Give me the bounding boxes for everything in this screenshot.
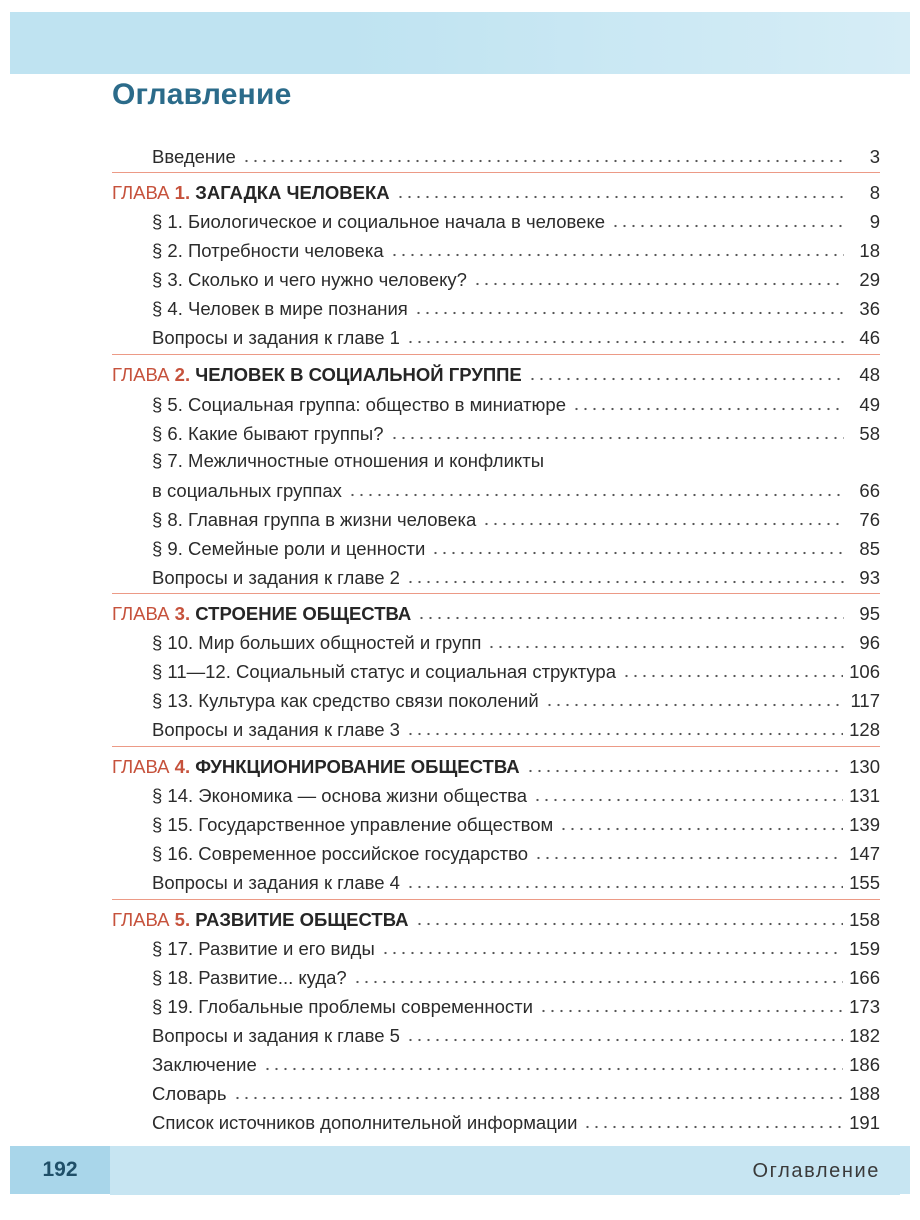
toc-entry[interactable] — [152, 319, 880, 349]
dot-leader — [534, 856, 843, 860]
chapter-title: ЧЕЛОВЕК В СОЦИАЛЬНОЙ ГРУППЕ — [195, 364, 522, 385]
toc-entry-page: 76 — [859, 509, 880, 530]
toc-entry-label: § 2. Потребности человека — [152, 240, 384, 261]
toc-entry[interactable] — [152, 624, 880, 654]
toc-entry-page: 166 — [849, 967, 880, 988]
toc-entry-label: § 6. Какие бывают группы? — [152, 423, 384, 444]
toc-entry-page: 147 — [849, 843, 880, 864]
chapter-prefix: ГЛАВА — [112, 182, 170, 203]
toc-entry[interactable] — [152, 386, 880, 416]
toc-entry[interactable] — [152, 777, 880, 807]
toc-entry-page: 117 — [850, 690, 880, 711]
toc-entry-page: 85 — [859, 538, 880, 559]
dot-leader — [583, 1125, 843, 1129]
toc-entry-page: 8 — [869, 182, 880, 203]
chapter-title: РАЗВИТИЕ ОБЩЕСТВА — [195, 909, 409, 930]
toc-entry-intro[interactable] — [152, 138, 880, 168]
dot-leader — [417, 616, 844, 620]
toc-entry-page: 186 — [849, 1054, 880, 1075]
toc-entry-conclusion[interactable] — [152, 1046, 880, 1076]
toc-entry[interactable] — [152, 864, 880, 894]
chapter-number: 3. — [174, 603, 191, 624]
toc-entry[interactable] — [152, 472, 880, 502]
toc-entry-page: 96 — [859, 632, 880, 653]
toc-entry-page: 191 — [849, 1112, 880, 1133]
bottom-rule — [110, 1194, 900, 1195]
dot-leader — [545, 703, 844, 707]
toc-entry-label: § 8. Главная группа в жизни человека — [152, 509, 477, 530]
toc-entry[interactable] — [152, 1017, 880, 1047]
dot-leader — [572, 407, 844, 411]
toc-entry-label: Вопросы и задания к главе 1 — [152, 327, 400, 348]
toc-entry[interactable] — [152, 290, 880, 320]
toc-entry-page: 155 — [849, 872, 880, 893]
dot-leader — [381, 951, 843, 955]
dot-leader — [242, 159, 844, 163]
toc-entry-label: § 11—12. Социальный статус и социальная структура — [152, 661, 616, 682]
toc-entry-label: § 17. Развитие и его виды — [152, 938, 375, 959]
dot-leader — [415, 922, 844, 926]
chapter-divider — [112, 899, 880, 900]
dot-leader — [390, 436, 844, 440]
toc-entry-label: § 10. Мир больших общностей и групп — [152, 632, 482, 653]
toc-entry-page: 95 — [859, 603, 880, 624]
toc-entry-label: § 15. Государственное управление обществом — [152, 814, 554, 835]
dot-leader — [533, 798, 843, 802]
chapter-number: 5. — [174, 909, 191, 930]
chapter-prefix: ГЛАВА — [112, 909, 170, 930]
dot-leader — [353, 980, 843, 984]
dot-leader — [482, 522, 844, 526]
page-number: 192 — [42, 1158, 78, 1181]
dot-leader — [263, 1067, 843, 1071]
chapter-divider — [112, 354, 880, 355]
chapter-prefix: ГЛАВА — [112, 756, 170, 777]
toc-entry-label: § 19. Глобальные проблемы современности — [152, 996, 533, 1017]
toc-entry-page: 93 — [859, 567, 880, 588]
toc-entry-page: 48 — [859, 364, 880, 385]
chapter-prefix: ГЛАВА — [112, 364, 170, 385]
toc-entry-page: 58 — [859, 423, 880, 444]
chapter-title: СТРОЕНИЕ ОБЩЕСТВА — [195, 603, 412, 624]
toc-entry-label: Словарь — [152, 1083, 227, 1104]
chapter-title: ФУНКЦИОНИРОВАНИЕ ОБЩЕСТВА — [195, 756, 520, 777]
toc-entry[interactable] — [152, 930, 880, 960]
toc-entry-label: § 1. Биологическое и социальное начала в человеке — [152, 211, 606, 232]
toc-entry-page: 139 — [849, 814, 880, 835]
toc-entry-page: 182 — [849, 1025, 880, 1046]
chapter-prefix: ГЛАВА — [112, 603, 170, 624]
toc-entry-label-line2: в социальных группах — [152, 480, 342, 501]
toc-entry-page: 106 — [849, 661, 880, 682]
chapter-number: 4. — [174, 756, 191, 777]
toc-entry-page: 131 — [849, 785, 880, 806]
dot-leader — [611, 224, 844, 228]
toc-entry-page: 9 — [869, 211, 880, 232]
chapter-divider — [112, 172, 880, 173]
toc-entry-sources[interactable] — [152, 1104, 880, 1134]
dot-leader — [406, 1038, 843, 1042]
toc-entry-page: 158 — [849, 909, 880, 930]
toc-chapter-4[interactable] — [112, 748, 880, 778]
toc-chapter-3[interactable] — [112, 595, 880, 625]
dot-leader — [390, 253, 844, 257]
dot-leader — [406, 340, 844, 344]
chapter-divider — [112, 746, 880, 747]
toc-entry-label: Список источников дополнительной информации — [152, 1112, 578, 1133]
toc-entry[interactable] — [152, 501, 880, 531]
toc-entry-label: § 9. Семейные роли и ценности — [152, 538, 426, 559]
dot-leader — [526, 769, 843, 773]
toc-entry-label: § 14. Экономика — основа жизни общества — [152, 785, 528, 806]
toc-entry-label: Вопросы и задания к главе 3 — [152, 719, 400, 740]
top-band — [10, 12, 910, 74]
toc-entry-glossary[interactable] — [152, 1075, 880, 1105]
footer-section-title: Оглавление — [752, 1160, 880, 1182]
dot-leader — [348, 493, 844, 497]
page-title: Оглавление — [112, 78, 292, 111]
dot-leader — [406, 732, 843, 736]
dot-leader — [406, 885, 843, 889]
toc-chapter-5[interactable] — [112, 901, 880, 931]
toc-entry-label: § 18. Развитие... куда? — [152, 967, 347, 988]
chapter-number: 1. — [174, 182, 191, 203]
toc-entry-label: § 13. Культура как средство связи поколений — [152, 690, 539, 711]
toc-entry-label: § 16. Современное российское государство — [152, 843, 529, 864]
toc-entry[interactable] — [152, 988, 880, 1018]
dot-leader — [396, 195, 844, 199]
dot-leader — [539, 1009, 843, 1013]
dot-leader — [406, 580, 844, 584]
toc-entry-page: 29 — [859, 269, 880, 290]
toc-entry-label-line1[interactable]: § 7. Межличностные отношения и конфликты — [152, 450, 545, 471]
toc-entry[interactable] — [152, 806, 880, 836]
toc-entry-label: § 5. Социальная группа: общество в миниатюре — [152, 394, 566, 415]
toc-chapter-1[interactable] — [112, 174, 880, 204]
page-number-box — [10, 1146, 110, 1194]
toc-entry[interactable] — [152, 559, 880, 589]
dot-leader — [414, 311, 844, 315]
toc-entry[interactable] — [152, 959, 880, 989]
dot-leader — [233, 1096, 844, 1100]
toc-entry[interactable] — [152, 682, 880, 712]
toc-entry[interactable] — [152, 711, 880, 741]
toc-entry-label: § 4. Человек в мире познания — [152, 298, 408, 319]
dot-leader — [487, 645, 844, 649]
chapter-number: 2. — [174, 364, 191, 385]
toc-entry-page: 36 — [859, 298, 880, 319]
top-band-fade — [350, 12, 910, 74]
dot-leader — [473, 282, 844, 286]
toc-entry[interactable] — [152, 203, 880, 233]
toc-entry-label: § 3. Сколько и чего нужно человеку? — [152, 269, 467, 290]
toc-entry-page: 130 — [849, 756, 880, 777]
toc-entry[interactable] — [152, 261, 880, 291]
toc-entry-label: Вопросы и задания к главе 5 — [152, 1025, 400, 1046]
toc-entry-label: Вопросы и задания к главе 4 — [152, 872, 400, 893]
toc-entry-label: Заключение — [152, 1054, 257, 1075]
dot-leader — [528, 377, 844, 381]
dot-leader — [559, 827, 843, 831]
toc-entry-label: Введение — [152, 146, 236, 167]
toc-entry-page: 66 — [859, 480, 880, 501]
toc-entry[interactable] — [152, 835, 880, 865]
toc-entry-page: 128 — [849, 719, 880, 740]
toc-entry[interactable] — [152, 415, 880, 445]
toc-entry-page: 159 — [849, 938, 880, 959]
chapter-divider — [112, 593, 880, 594]
toc-entry-page: 46 — [859, 327, 880, 348]
toc-entry[interactable] — [152, 232, 880, 262]
toc-entry-label: Вопросы и задания к главе 2 — [152, 567, 400, 588]
toc-chapter-2[interactable] — [112, 356, 880, 386]
toc-entry-page: 3 — [869, 146, 880, 167]
toc-entry-page: 188 — [849, 1083, 880, 1104]
toc-entry[interactable] — [152, 653, 880, 683]
toc-entry-page: 18 — [859, 240, 880, 261]
dot-leader — [431, 551, 844, 555]
chapter-title: ЗАГАДКА ЧЕЛОВЕКА — [195, 182, 390, 203]
toc-entry-page: 49 — [859, 394, 880, 415]
toc-entry[interactable] — [152, 530, 880, 560]
dot-leader — [622, 674, 843, 678]
toc-entry-page: 173 — [849, 996, 880, 1017]
